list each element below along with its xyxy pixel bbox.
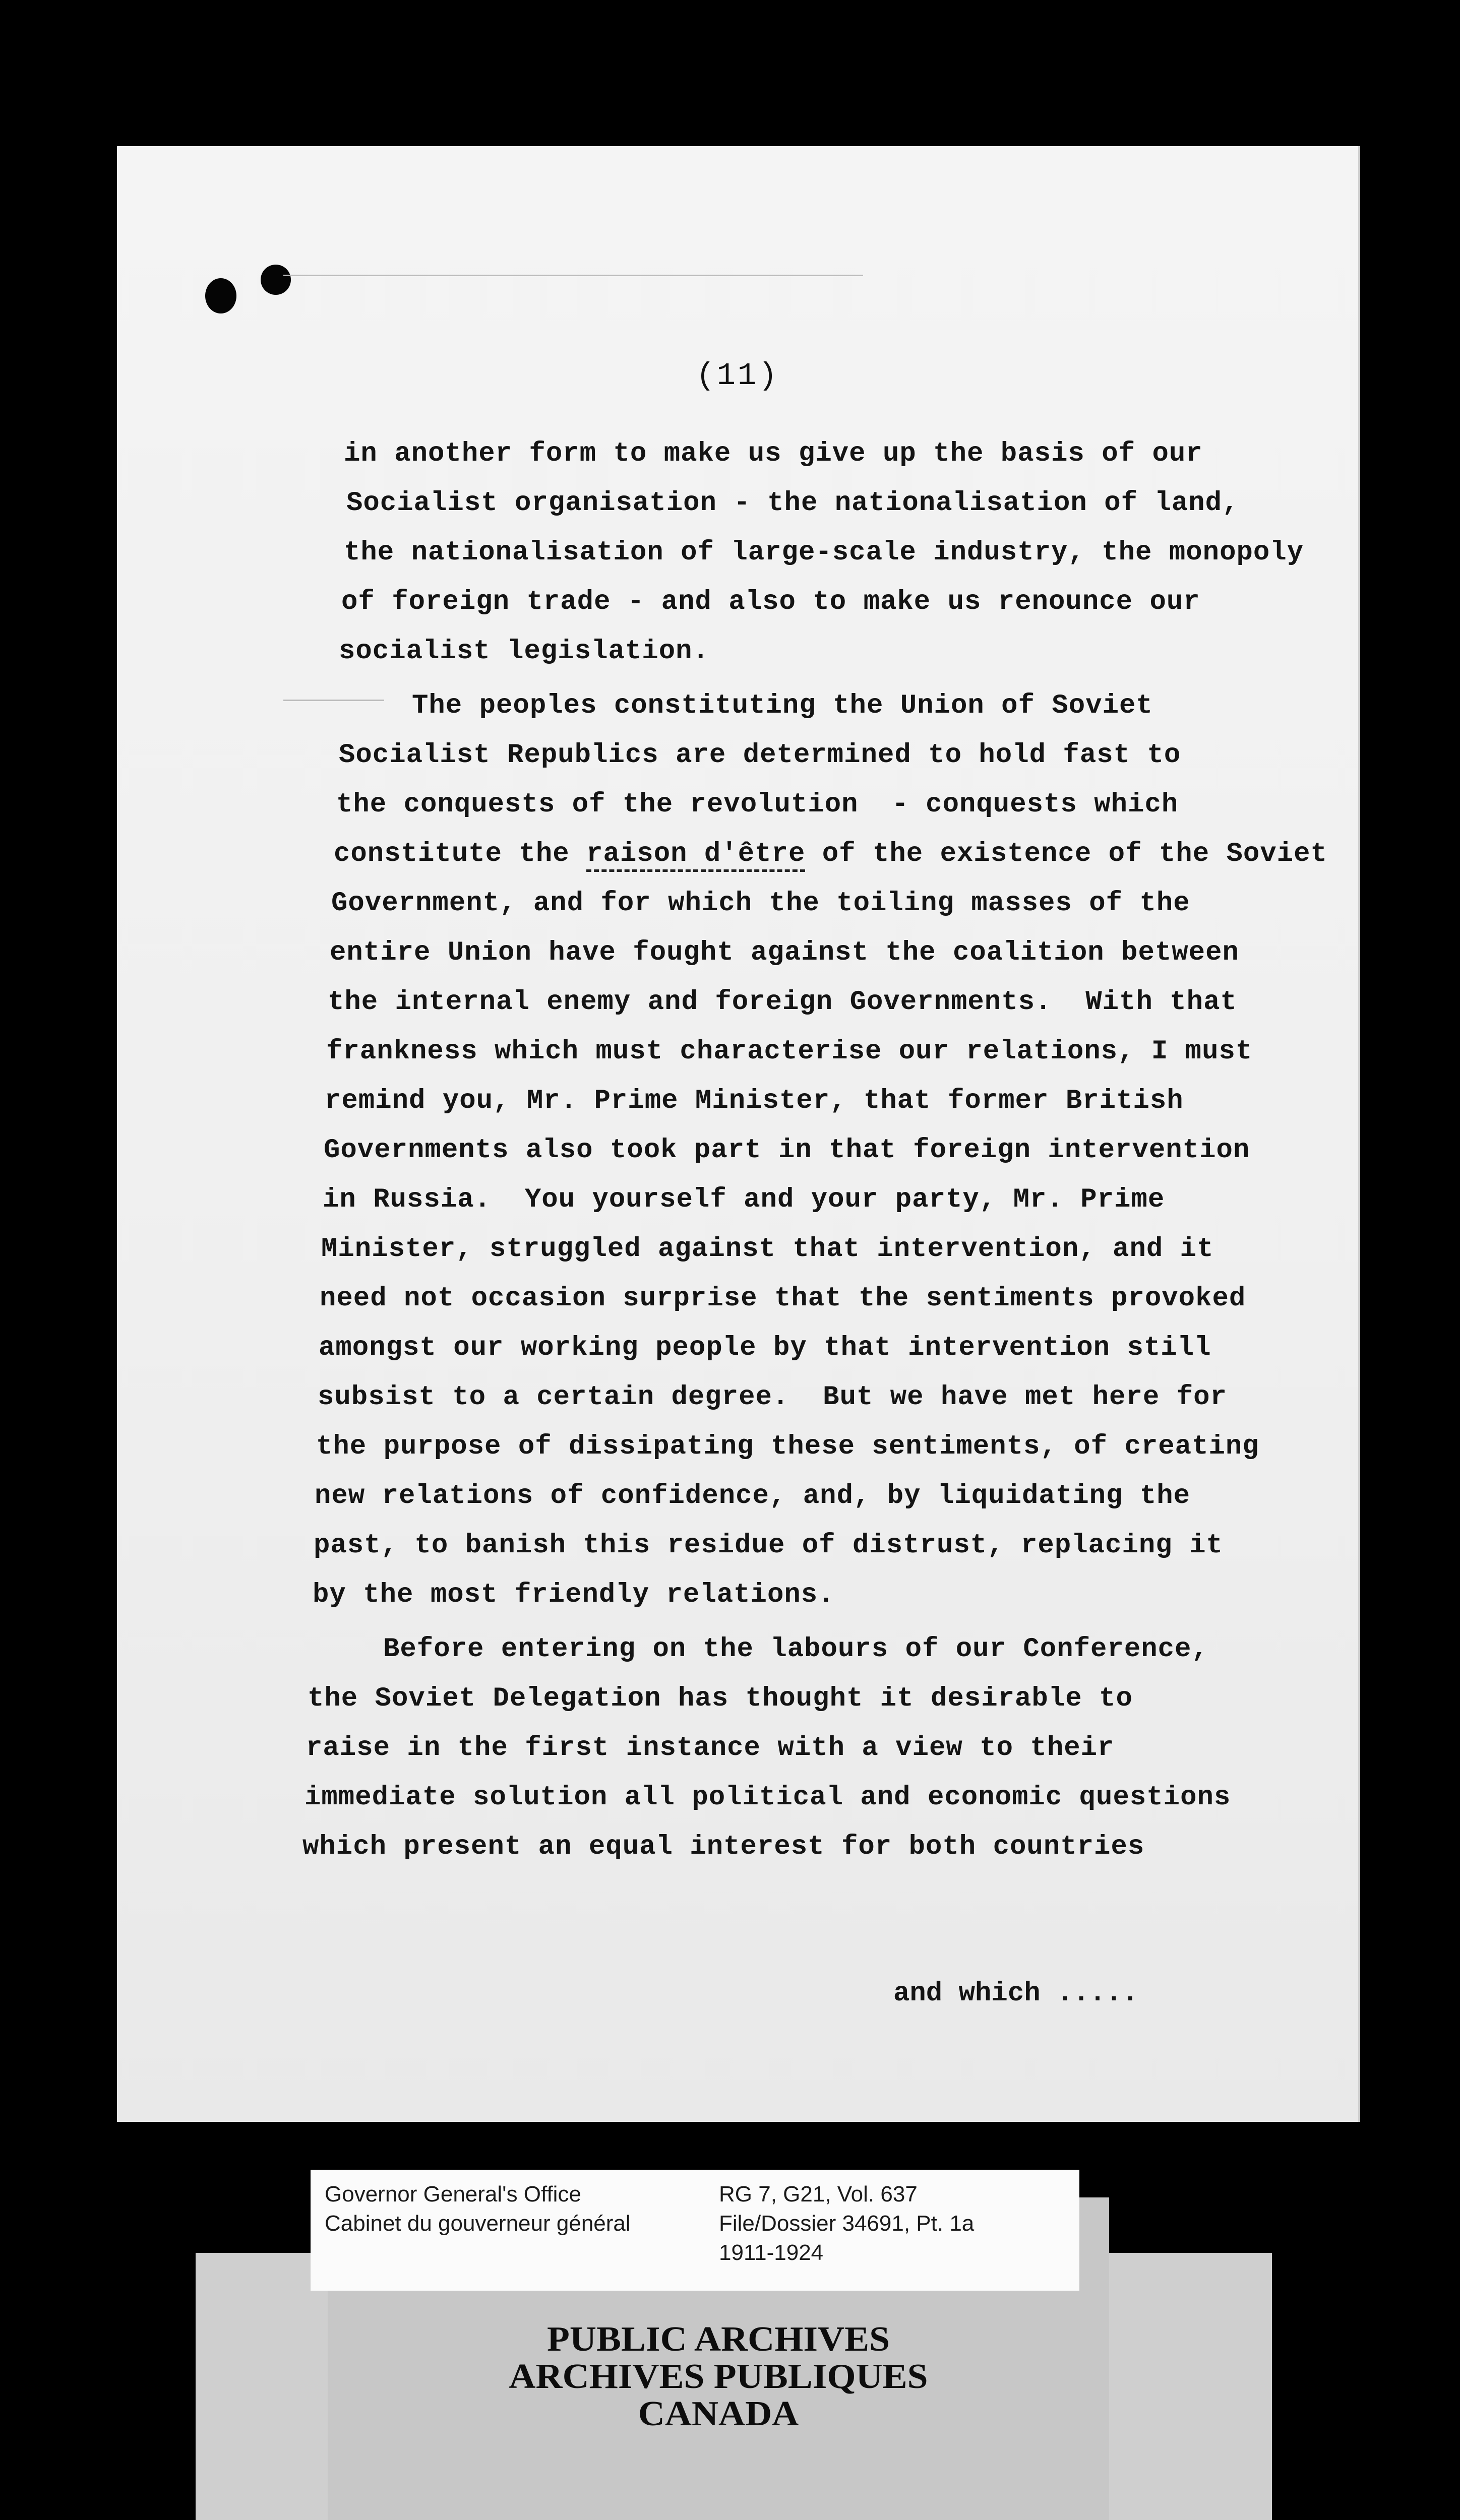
date-range: 1911-1924 <box>719 2240 824 2265</box>
text-line: the internal enemy and foreign Governments. With that <box>328 987 1237 1018</box>
label-reference <box>719 2180 974 2267</box>
text-line: Governments also took part in that foreign intervention <box>324 1135 1250 1166</box>
text-line: need not occasion surprise that the sentiments provoked <box>320 1283 1246 1314</box>
text-line: by the most friendly relations. <box>313 1580 835 1610</box>
text-line: amongst our working people by that intervention still <box>319 1333 1211 1363</box>
record-group: RG 7, G21, Vol. 637 <box>719 2182 918 2207</box>
text-line: socialist legislation. <box>339 636 709 667</box>
text-line: past, to banish this residue of distrust, replacing it <box>314 1530 1223 1561</box>
text-line-raison-detre <box>334 839 1327 869</box>
office-english: Governor General's Office <box>325 2182 581 2207</box>
text-line: immediate solution all political and economic questions <box>305 1782 1231 1813</box>
text-segment: of the existence of the Soviet <box>805 839 1327 869</box>
text-line: Minister, struggled against that intervention, and it <box>321 1234 1214 1265</box>
archive-reference-label <box>311 2170 1079 2291</box>
text-line: remind you, Mr. Prime Minister, that former British <box>325 1086 1184 1116</box>
text-line: in another form to make us give up the basis of our <box>344 438 1203 469</box>
underlined-phrase: raison d'être <box>586 839 805 872</box>
archives-line-2: ARCHIVES PUBLIQUES <box>509 2357 928 2396</box>
text-line: Socialist Republics are determined to hold fast to <box>339 740 1181 771</box>
continuation-text: and which ..... <box>893 1978 1139 2009</box>
text-line: entire Union have fought against the coalition between <box>330 937 1239 968</box>
text-line: Before entering on the labours of our Conference, <box>383 1634 1208 1665</box>
document-page <box>117 146 1360 2122</box>
text-line: the conquests of the revolution - conquests which <box>336 789 1179 820</box>
office-french: Cabinet du gouverneur général <box>325 2211 631 2236</box>
text-line: of foreign trade - and also to make us renounce our <box>341 587 1200 617</box>
archives-line-3: CANADA <box>638 2395 799 2433</box>
archives-line-1: PUBLIC ARCHIVES <box>546 2320 890 2359</box>
text-line: subsist to a certain degree. But we have met here for <box>318 1382 1227 1413</box>
text-line: frankness which must characterise our relations, I must <box>326 1036 1253 1067</box>
text-line: in Russia. You yourself and your party, Mr. Prime <box>323 1184 1165 1215</box>
text-line: the nationalisation of large-scale industry, the monopoly <box>344 537 1304 568</box>
text-line: the purpose of dissipating these sentiments, of creating <box>316 1431 1259 1462</box>
text-line: the Soviet Delegation has thought it desirable to <box>308 1683 1133 1714</box>
page-number: (11) <box>696 358 779 394</box>
text-line: new relations of confidence, and, by liquidating the <box>315 1481 1191 1511</box>
text-line: raise in the first instance with a view to their <box>306 1733 1115 1763</box>
label-office <box>325 2180 631 2238</box>
letter-body <box>117 146 1358 2122</box>
text-line: Government, and for which the toiling masses of the <box>331 888 1190 919</box>
scan-artifact-line <box>283 700 384 701</box>
text-segment: constitute the <box>334 839 587 869</box>
text-line: Socialist organisation - the nationalisation of land, <box>346 488 1239 519</box>
text-line: The peoples constituting the Union of Soviet <box>412 690 1153 721</box>
scan-artifact-line <box>283 275 863 276</box>
text-line: which present an equal interest for both countries <box>302 1832 1145 1862</box>
archives-stamp <box>328 2321 1109 2433</box>
file-dossier: File/Dossier 34691, Pt. 1a <box>719 2211 975 2236</box>
